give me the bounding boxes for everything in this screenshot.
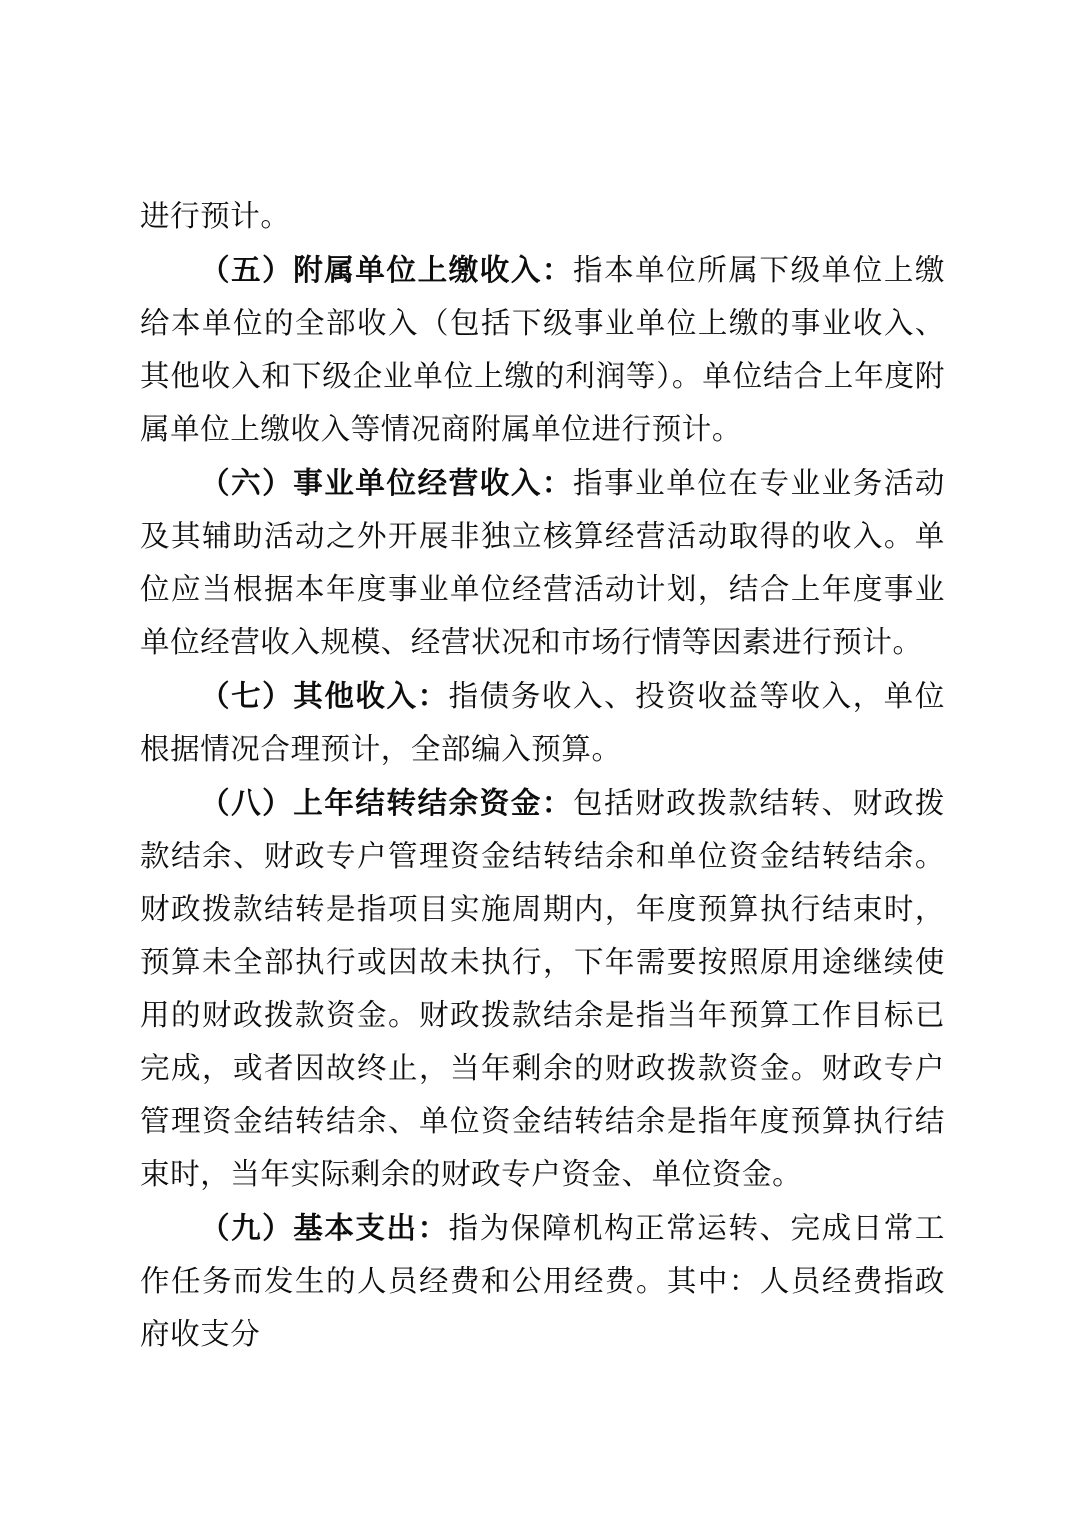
paragraph-lead-label: （七）其他收入：	[200, 678, 449, 713]
paragraph-item-7	[140, 669, 945, 776]
paragraph-item-5	[140, 243, 945, 456]
paragraph-text: 指本单位所属下级单位上缴给本单位的全部收入（包括下级事业单位上缴的事业收入、其他收入和下级企业单位上缴的利润等）。单位结合上年度附属单位上缴收入等情况商附属单位进行预计。	[140, 253, 946, 446]
paragraph-lead-label: （六）事业单位经营收入：	[200, 465, 573, 500]
paragraph-item-6	[140, 456, 945, 669]
paragraph-lead-label: （九）基本支出：	[200, 1210, 449, 1245]
paragraph-lead-label: （五）附属单位上缴收入：	[200, 252, 573, 287]
paragraph-text: 指为保障机构正常运转、完成日常工作任务而发生的人员经费和公用经费。其中：人员经费指政府收支分	[140, 1211, 945, 1351]
paragraph-item-8	[140, 776, 945, 1201]
paragraph-item-9	[140, 1201, 945, 1361]
paragraph-continued	[140, 190, 945, 243]
paragraph-text: 进行预计。	[140, 199, 291, 233]
document-body	[140, 190, 945, 1361]
paragraph-lead-label: （八）上年结转结余资金：	[200, 785, 573, 820]
paragraph-text: 指债务收入、投资收益等收入，单位根据情况合理预计，全部编入预算。	[140, 679, 945, 766]
paragraph-text: 指事业单位在专业业务活动及其辅助活动之外开展非独立核算经营活动取得的收入。单位应当根据本年度事业单位经营活动计划，结合上年度事业单位经营收入规模、经营状况和市场行情等因素进行预计。	[140, 466, 946, 659]
paragraph-text: 包括财政拨款结转、财政拨款结余、财政专户管理资金结转结余和单位资金结转结余。财政拨款结转是指项目实施周期内，年度预算执行结束时，预算未全部执行或因故未执行，下年需要按照原用途继续使用的财政拨款资金。财政拨款结余是指当年预算工作目标已完成，或者因故终止，当年剩余的财政拨款资金。财政专户管理资金结转结余、单位资金结转结余是指年度预算执行结束时，当年实际剩余的财政专户资金、单位资金。	[140, 786, 946, 1191]
